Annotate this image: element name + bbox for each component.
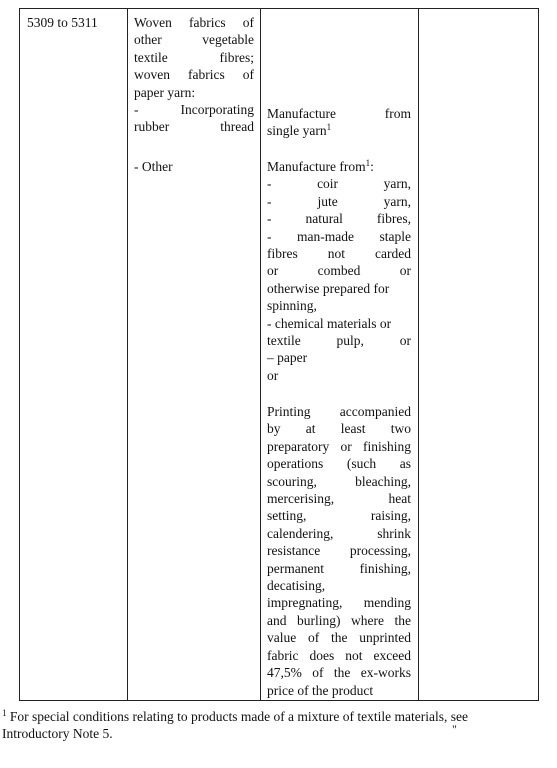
footnote-line: $^1$ For special conditions relating to products made of a mixture of textile materials, see bbox=[2, 708, 468, 724]
rule-line: preparatory or finishing bbox=[267, 438, 411, 454]
rule-line: - chemical materials or bbox=[267, 315, 392, 331]
rule-line: 47,5% of the ex-works bbox=[267, 665, 411, 681]
rule-line: – paper bbox=[267, 350, 308, 366]
rule-line: scouring, bleaching, bbox=[267, 473, 411, 489]
rule-line: value of the unprinted bbox=[267, 630, 411, 646]
rule-line: - natural fibres, bbox=[267, 211, 411, 227]
rule-line: fabric does not exceed bbox=[267, 647, 411, 663]
rule-line: resistance processing, bbox=[267, 543, 411, 559]
description-line: other vegetable bbox=[134, 32, 254, 48]
column-divider bbox=[260, 9, 261, 700]
rule-line: - man-made staple bbox=[267, 228, 411, 244]
rule-line: permanent finishing, bbox=[267, 560, 411, 576]
rule-line: - coir yarn, bbox=[267, 176, 411, 192]
rules-table bbox=[19, 8, 539, 701]
rule-line: single yarn$^1$ bbox=[267, 122, 332, 139]
rule-line: mercerising, heat bbox=[267, 491, 411, 507]
rule-other bbox=[267, 158, 411, 384]
rule-line: setting, raising, bbox=[267, 508, 411, 524]
description-other: - Other bbox=[134, 159, 173, 174]
rule-line: decatising, bbox=[267, 578, 326, 594]
rule-line: Manufacture from bbox=[267, 106, 411, 121]
rule-line: by at least two bbox=[267, 421, 411, 437]
description-line: - Incorporating bbox=[134, 102, 254, 118]
rule-incorporating bbox=[267, 105, 411, 140]
heading-number: 5309 to 5311 bbox=[27, 15, 98, 30]
footnote bbox=[2, 705, 557, 742]
rule-line: fibres not carded bbox=[267, 246, 411, 262]
description-line: textile fibres; bbox=[134, 49, 254, 65]
footnote-line: Introductory Note 5. bbox=[2, 726, 113, 741]
rule-line: spinning, bbox=[267, 298, 317, 314]
rule-line: and burling) where the bbox=[267, 612, 411, 628]
rule-line: calendering, shrink bbox=[267, 525, 411, 541]
rule-line: Printing accompanied bbox=[267, 404, 411, 419]
description-line: rubber thread bbox=[134, 119, 254, 135]
rule-printing bbox=[267, 403, 411, 699]
description-line: woven fabrics of bbox=[134, 67, 254, 83]
rule-head: Manufacture from$^1$: bbox=[267, 158, 374, 174]
column-divider bbox=[418, 9, 419, 700]
description-line: paper yarn: bbox=[134, 84, 196, 100]
rule-line: - jute yarn, bbox=[267, 193, 411, 209]
rule-line: price of the product bbox=[267, 682, 374, 698]
rule-line: operations (such as bbox=[267, 456, 411, 472]
rule-line: or bbox=[267, 367, 279, 383]
rule-line: textile pulp, or bbox=[267, 333, 411, 349]
footnote-mark: 1 bbox=[2, 708, 7, 718]
product-description bbox=[134, 14, 254, 136]
footnote-ref: 1 bbox=[326, 122, 332, 133]
description-line: Woven fabrics of bbox=[134, 15, 254, 30]
rule-line: or combed or bbox=[267, 263, 411, 279]
rule-line: otherwise prepared for bbox=[267, 280, 390, 296]
footnote-ref: 1 bbox=[365, 158, 371, 168]
stray-mark: " bbox=[452, 722, 457, 736]
rule-line: impregnating, mending bbox=[267, 595, 411, 611]
column-divider bbox=[127, 9, 128, 700]
